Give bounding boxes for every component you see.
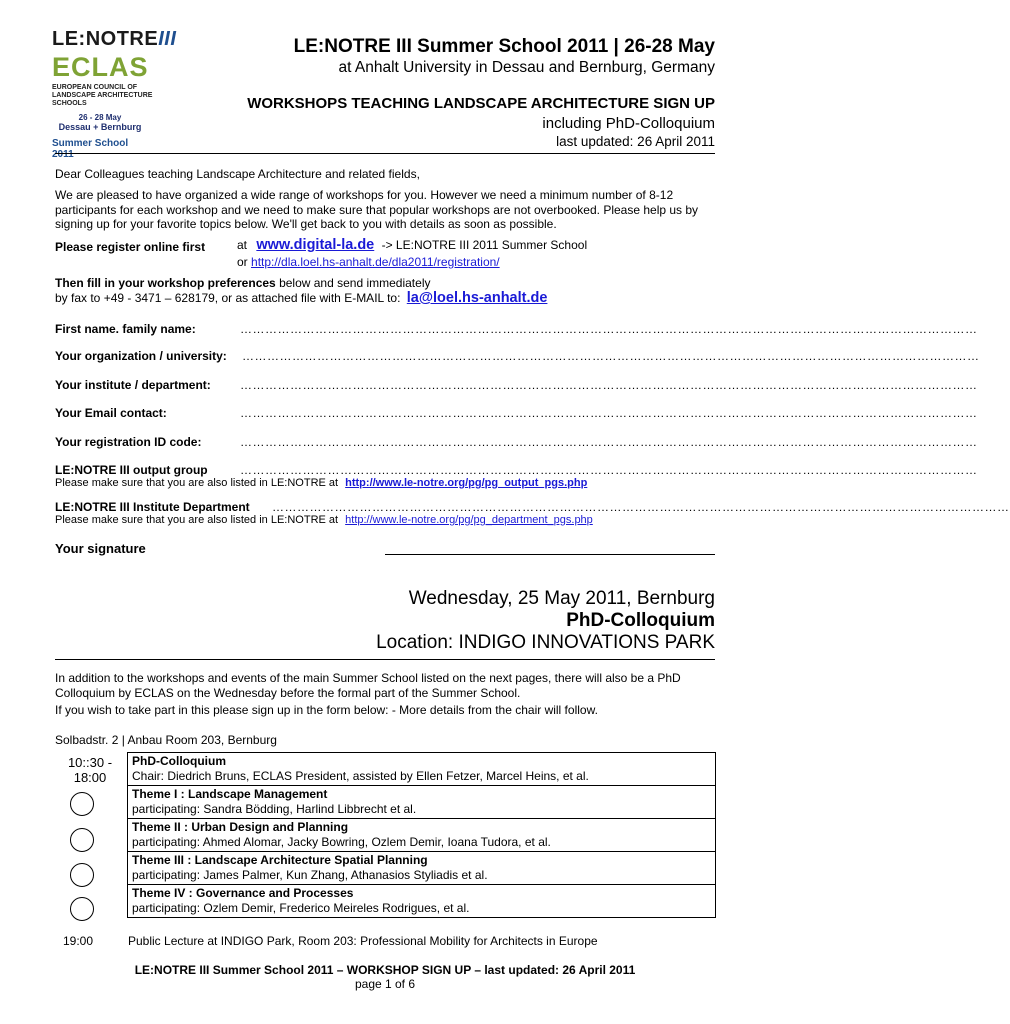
institute-label: Your institute / department: xyxy=(55,378,211,392)
lenotre-logo: LE:NOTREIII xyxy=(52,28,177,50)
signature-label: Your signature xyxy=(55,541,146,556)
theme-4-checkbox[interactable] xyxy=(70,897,94,921)
last-updated: last updated: 26 April 2011 xyxy=(556,134,715,149)
register-alt-line: or http://dla.loel.hs-anhalt.de/dla2011/registration/ xyxy=(237,255,500,269)
email-link[interactable]: la@loel.hs-anhalt.de xyxy=(406,290,548,306)
theme-1-checkbox[interactable] xyxy=(70,792,94,816)
reg-id-field[interactable]: …………………………………………………………………………………………………………………………………………………………… xyxy=(240,435,978,449)
output-group-field[interactable]: …………………………………………………………………………………………………………………………………………………………… xyxy=(240,463,978,477)
output-pgs-link[interactable]: http://www.le-notre.org/pg/pg_output_pgs.php xyxy=(345,477,588,489)
table-row xyxy=(128,753,716,786)
schedule-table xyxy=(127,752,716,918)
eclas-subtitle: EUROPEAN COUNCIL OF LANDSCAPE ARCHITECTURE SCHOOLS xyxy=(52,84,153,107)
output-group-label: LE:NOTRE III output group xyxy=(55,463,208,477)
address: Solbadstr. 2 | Anbau Room 203, Bernburg xyxy=(55,733,277,747)
table-row xyxy=(128,819,716,852)
phd-date: Wednesday, 25 May 2011, Bernburg xyxy=(408,588,715,609)
logo xyxy=(52,28,177,160)
organization-label: Your organization / university: xyxy=(55,349,227,363)
phd-signup-note: If you wish to take part in this please sign up in the form below: - More details from the chair will follow. xyxy=(55,703,598,717)
reg-id-label: Your registration ID code: xyxy=(55,435,202,449)
greeting: Dear Colleagues teaching Landscape Architecture and related fields, xyxy=(55,167,420,181)
email-label: Your Email contact: xyxy=(55,406,167,420)
schedule-cell: Theme III : Landscape Architecture Spatial Planning participating: James Palmer, Kun Zhang, Athanasios Styliadis et al. xyxy=(128,852,716,885)
divider xyxy=(55,153,715,154)
table-row xyxy=(128,786,716,819)
institute-dept-label: LE:NOTRE III Institute Department xyxy=(55,500,250,514)
lecture-text: Public Lecture at INDIGO Park, Room 203: Professional Mobility for Architects in Europe xyxy=(128,934,598,948)
page-title: LE:NOTRE III Summer School 2011 | 26-28 May xyxy=(293,36,715,57)
eclas-logo: ECLAS xyxy=(52,52,149,82)
schedule-cell: Theme IV : Governance and Processes participating: Ozlem Demir, Frederico Meireles Rodrigues, et al. xyxy=(128,885,716,918)
phd-title: PhD-Colloquium xyxy=(566,610,715,631)
table-row xyxy=(128,852,716,885)
first-name-label: First name. family name: xyxy=(55,322,196,336)
output-group-note: Please make sure that you are also listed in LE:NOTRE at http://www.le-notre.org/pg/pg_output_pgs.php xyxy=(55,477,588,489)
first-name-field[interactable]: …………………………………………………………………………………………………………………………………………………………… xyxy=(240,322,978,336)
phd-paragraph: In addition to the workshops and events of the main Summer School listed on the next pages, there will also be a PhD Colloquium by ECLAS on the Wednesday before the formal part of the Summer School. xyxy=(55,671,681,700)
table-row xyxy=(128,885,716,918)
phd-location: Location: INDIGO INNOVATIONS PARK xyxy=(376,632,715,653)
page-subtitle: at Anhalt University in Dessau and Bernburg, Germany xyxy=(338,59,715,76)
fax-line: by fax to +49 - 3471 – 628179, or as attached file with E-MAIL to: la@loel.hs-anhalt.de xyxy=(55,290,548,306)
session-time: 10::30 - 18:00 xyxy=(67,755,113,785)
email-field[interactable]: …………………………………………………………………………………………………………………………………………………………… xyxy=(240,406,978,420)
institute-dept-note: Please make sure that you are also listed in LE:NOTRE at http://www.le-notre.org/pg/pg_department_pgs.php xyxy=(55,514,593,526)
institute-field[interactable]: …………………………………………………………………………………………………………………………………………………………… xyxy=(240,378,978,392)
organization-field[interactable]: …………………………………………………………………………………………………………………………………………………………… xyxy=(242,349,980,363)
registration-link[interactable]: http://dla.loel.hs-anhalt.de/dla2011/registration/ xyxy=(251,255,500,269)
theme-2-checkbox[interactable] xyxy=(70,828,94,852)
workshops-heading: WORKSHOPS TEACHING LANDSCAPE ARCHITECTURE SIGN UP xyxy=(247,95,715,112)
schedule-cell: Theme II : Urban Design and Planning participating: Ahmed Alomar, Jacky Bowring, Ozlem Demir, Ioana Tudora, et al. xyxy=(128,819,716,852)
summer-school-badge: 26 - 28 May Dessau + Bernburg Summer School 2011 xyxy=(52,113,142,160)
register-line: at www.digital-la.de -> LE:NOTRE III 2011 Summer School xyxy=(237,237,588,253)
intro-paragraph: We are pleased to have organized a wide range of workshops for you. However we need a minimum number of 8-12 participants for each workshop and we need to make sure that popular workshops are not overbooked. Please help us by signing up for your favorite topics below. We'll get back to you with details as soon as possible. xyxy=(55,188,699,231)
department-pgs-link[interactable]: http://www.le-notre.org/pg/pg_department_pgs.php xyxy=(345,514,593,526)
schedule-cell: Theme I : Landscape Management participating: Sandra Bödding, Harlind Libbrecht et al. xyxy=(128,786,716,819)
signature-line[interactable] xyxy=(385,554,715,555)
theme-3-checkbox[interactable] xyxy=(70,863,94,887)
including-note: including PhD-Colloquium xyxy=(542,115,715,132)
lecture-time: 19:00 xyxy=(63,934,94,948)
register-label: Please register online first xyxy=(55,240,206,254)
schedule-cell: PhD-Colloquium Chair: Diedrich Bruns, ECLAS President, assisted by Ellen Fetzer, Marcel Heins, et al. xyxy=(128,753,716,786)
footer-line: LE:NOTRE III Summer School 2011 – WORKSHOP SIGN UP – last updated: 26 April 2011 xyxy=(134,963,636,977)
institute-dept-field[interactable]: …………………………………………………………………………………………………………………………………………………………… xyxy=(272,500,1010,514)
digital-la-link[interactable]: www.digital-la.de xyxy=(256,237,375,253)
fill-in-line: Then fill in your workshop preferences below and send immediately xyxy=(55,276,431,290)
page-number: page 1 of 6 xyxy=(354,977,416,991)
divider xyxy=(55,659,715,660)
